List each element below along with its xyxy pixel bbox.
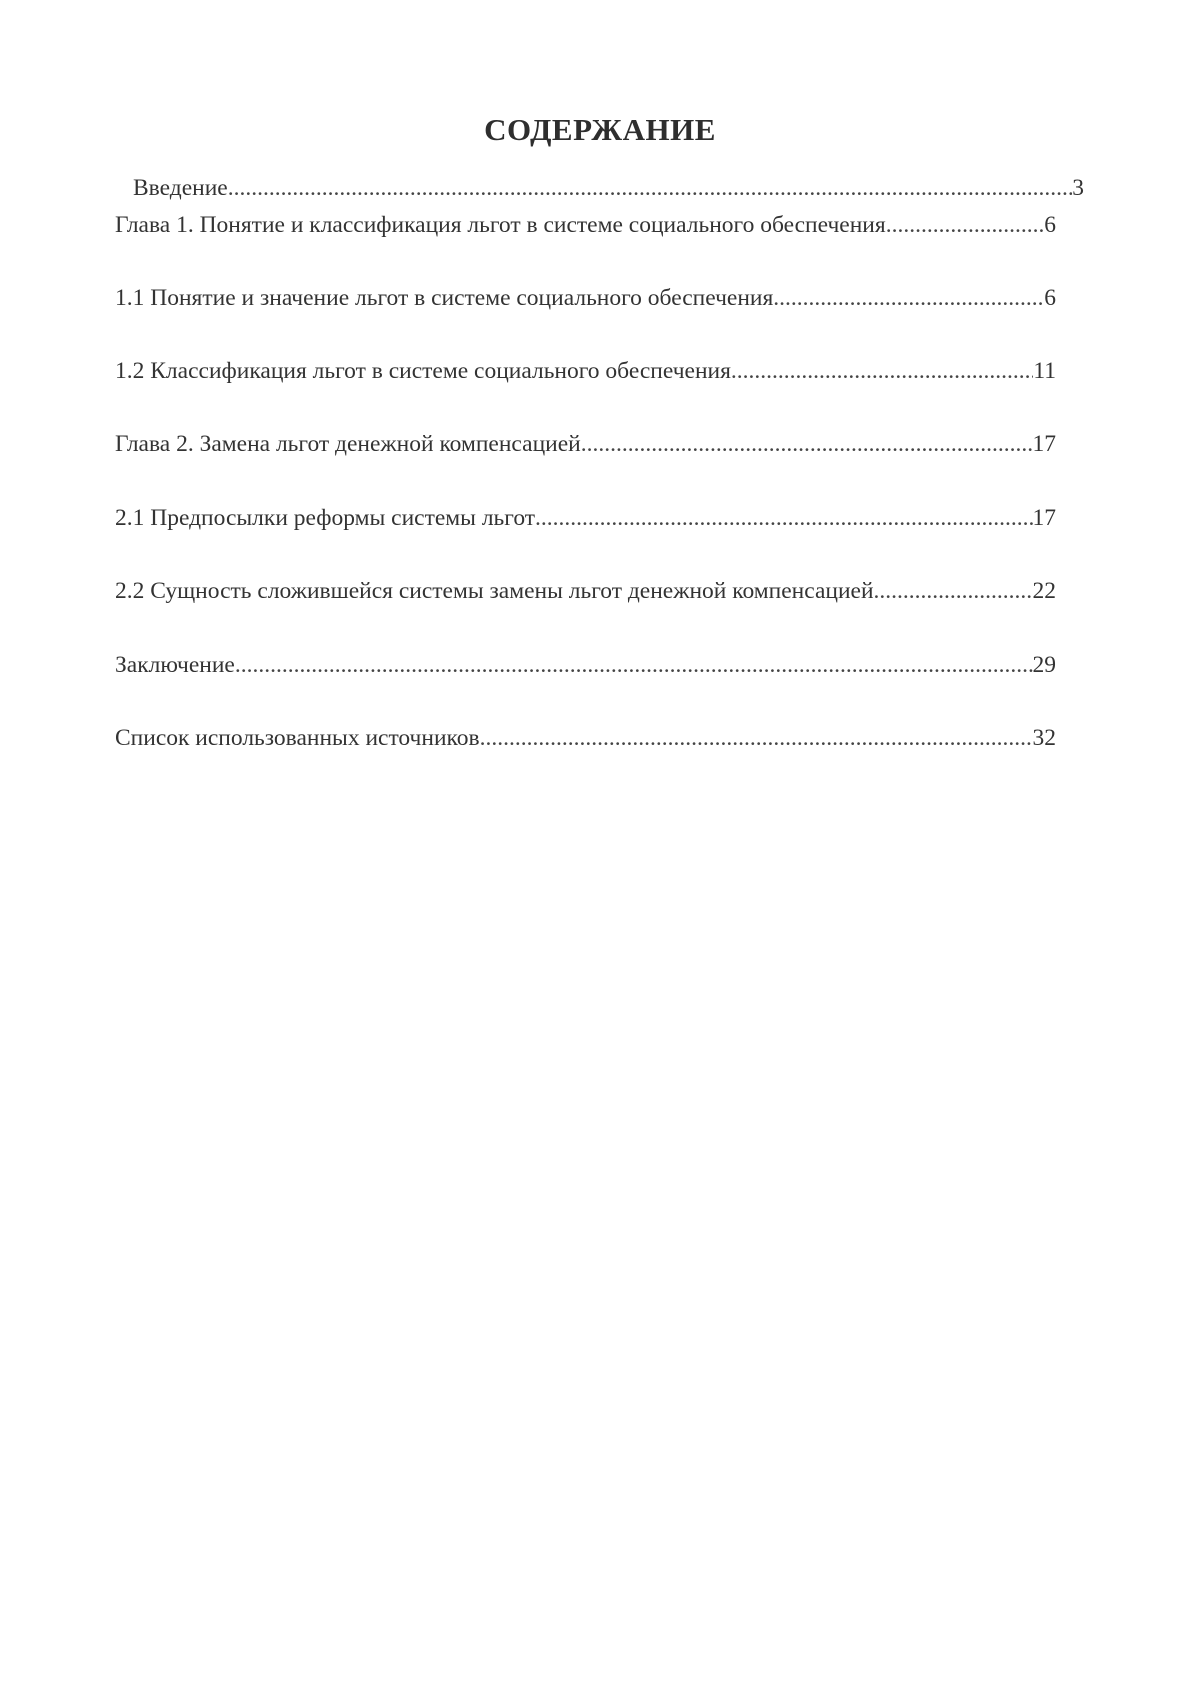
toc-entry-label: Список использованных источников bbox=[115, 725, 480, 751]
toc-entry-page: 6 bbox=[1044, 212, 1056, 238]
toc-dot-leader bbox=[535, 500, 1032, 536]
toc-entry-label: Введение bbox=[133, 175, 228, 201]
toc-entry-label: 2.2 Сущность сложившейся системы замены льгот денежной компенсацией bbox=[115, 578, 874, 604]
toc-entry-page: 22 bbox=[1032, 578, 1056, 604]
toc-entry-chapter-1[interactable] bbox=[115, 207, 1056, 243]
toc-dot-leader bbox=[874, 573, 1033, 609]
toc-dot-leader bbox=[581, 426, 1033, 462]
toc-entry-section-2-2[interactable] bbox=[115, 573, 1056, 609]
toc-entry-label: 1.1 Понятие и значение льгот в системе социального обеспечения bbox=[115, 285, 774, 311]
toc-entry-section-2-1[interactable] bbox=[115, 500, 1056, 536]
page-title: СОДЕРЖАНИЕ bbox=[484, 112, 716, 147]
toc-dot-leader bbox=[228, 170, 1073, 206]
toc-entry-references[interactable] bbox=[115, 720, 1056, 756]
toc-entry-page: 3 bbox=[1072, 175, 1084, 201]
toc-entry-page: 32 bbox=[1032, 725, 1056, 751]
toc-entry-introduction[interactable] bbox=[133, 170, 1084, 206]
toc-dot-leader bbox=[886, 207, 1045, 243]
toc-entry-label: Заключение bbox=[115, 652, 235, 678]
toc-entry-conclusion[interactable] bbox=[115, 647, 1056, 683]
toc-entry-label: 1.2 Классификация льгот в системе социального обеспечения bbox=[115, 358, 731, 384]
toc-entry-label: Глава 2. Замена льгот денежной компенсацией bbox=[115, 431, 581, 457]
toc-dot-leader bbox=[773, 280, 1044, 316]
toc-entry-section-1-1[interactable] bbox=[115, 280, 1056, 316]
toc-entry-section-1-2[interactable] bbox=[115, 353, 1056, 389]
toc-dot-leader bbox=[731, 353, 1033, 389]
toc-dot-leader bbox=[235, 647, 1033, 683]
toc-entry-page: 29 bbox=[1032, 652, 1056, 678]
toc-entry-page: 17 bbox=[1032, 505, 1056, 531]
toc-dot-leader bbox=[480, 720, 1033, 756]
toc-entry-page: 6 bbox=[1044, 285, 1056, 311]
toc-entry-label: Глава 1. Понятие и классификация льгот в системе социального обеспечения bbox=[115, 212, 886, 238]
toc-entry-chapter-2[interactable] bbox=[115, 426, 1056, 462]
toc-entry-page: 17 bbox=[1032, 431, 1056, 457]
toc-entry-label: 2.1 Предпосылки реформы системы льгот bbox=[115, 505, 536, 531]
toc-entry-page: 11 bbox=[1033, 358, 1056, 384]
